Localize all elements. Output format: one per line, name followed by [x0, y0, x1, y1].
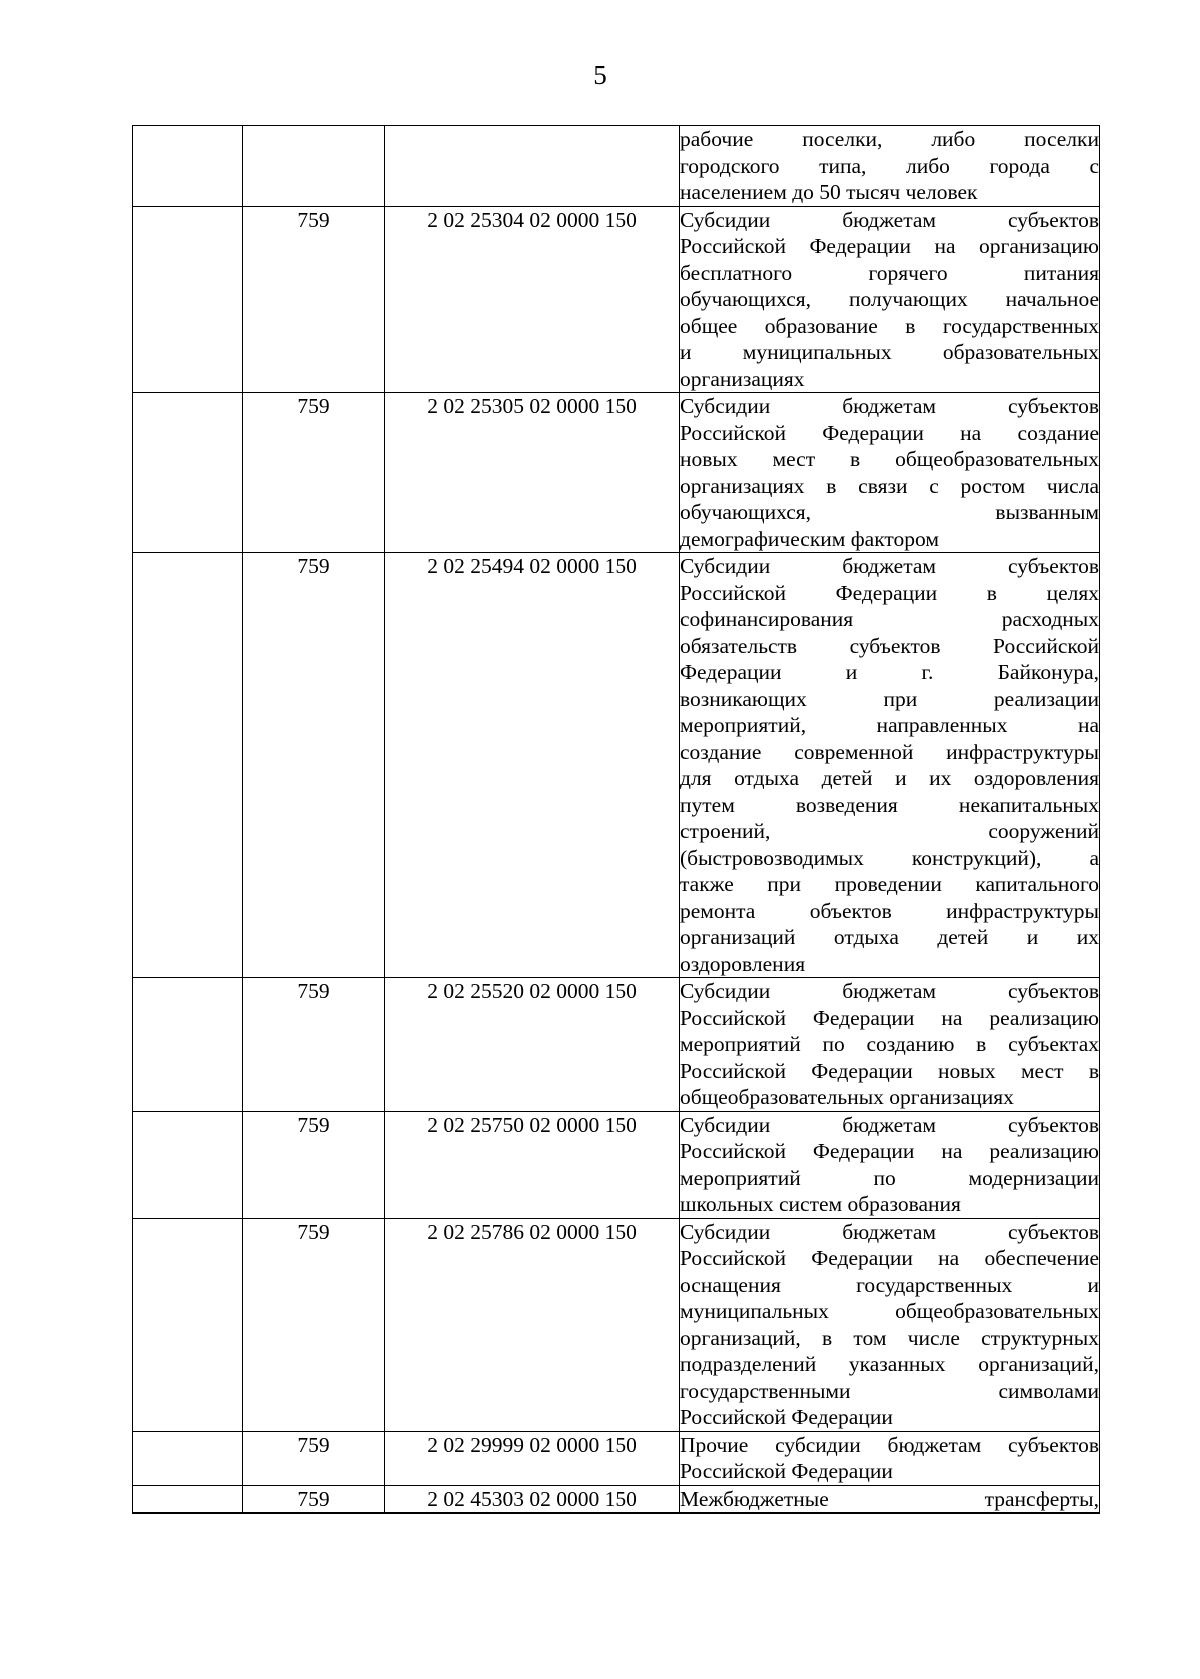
description-line: общее образование в государственных [680, 313, 1099, 338]
admin-code-cell: 759 [243, 393, 385, 553]
description-line: рабочие поселки, либо поселки [680, 127, 1099, 151]
description-line: подразделений указанных организаций, [680, 1352, 1099, 1376]
kbk-code-cell: 2 02 25750 02 0000 150 [385, 1111, 680, 1218]
description-line: новых мест в общеобразовательных [680, 447, 1099, 471]
description-line: населением до 50 тысяч человек [680, 180, 978, 204]
description-line: (быстровозводимых конструкций), а [680, 845, 1099, 870]
row-blank-cell [133, 978, 243, 1112]
description-line: Субсидии бюджетам субъектов [680, 1112, 1099, 1137]
description-line: организациях [680, 366, 805, 391]
description-cell [680, 553, 1100, 978]
table-row [133, 206, 1100, 393]
table-row [133, 1485, 1100, 1513]
description-cell [680, 126, 1100, 207]
row-blank-cell [133, 1218, 243, 1431]
description-cell [680, 393, 1100, 553]
table-body [133, 126, 1100, 1514]
kbk-code-cell: 2 02 25305 02 0000 150 [385, 393, 680, 553]
description-line: возникающих при реализации [680, 686, 1099, 711]
admin-code-cell: 759 [243, 553, 385, 978]
row-blank-cell [133, 1111, 243, 1218]
description-cell [680, 1111, 1100, 1218]
description-line: Российской Федерации в целях [680, 580, 1099, 605]
description-line: Межбюджетные трансферты, [680, 1486, 1099, 1511]
description-cell [680, 206, 1100, 393]
description-line: Российской Федерации на реализацию [680, 1139, 1099, 1163]
description-cell [680, 1485, 1100, 1513]
description-line: Субсидии бюджетам субъектов [680, 554, 1099, 578]
kbk-code-cell: 2 02 45303 02 0000 150 [385, 1485, 680, 1513]
description-line: Российской Федерации на реализацию [680, 1005, 1099, 1030]
kbk-code-cell: 2 02 25786 02 0000 150 [385, 1218, 680, 1431]
row-blank-cell [133, 1485, 243, 1513]
description-line: Российской Федерации на обеспечение [680, 1246, 1099, 1270]
table-row [133, 553, 1100, 978]
description-line: бесплатного горячего питания [680, 260, 1099, 285]
description-line: государственными символами [680, 1378, 1099, 1403]
table-row [133, 1431, 1100, 1485]
description-line: софинансирования расходных [680, 607, 1099, 631]
description-line: Федерации и г. Байконура, [680, 660, 1099, 684]
description-line: Российской Федерации на создание [680, 420, 1099, 445]
admin-code-cell: 759 [243, 1218, 385, 1431]
table-row [133, 1218, 1100, 1431]
description-line: демографическим фактором [680, 526, 939, 551]
description-line: создание современной инфраструктуры [680, 739, 1099, 764]
kbk-code-cell [385, 126, 680, 207]
row-blank-cell [133, 393, 243, 553]
kbk-code-cell: 2 02 25304 02 0000 150 [385, 206, 680, 393]
row-blank-cell [133, 126, 243, 207]
admin-code-cell: 759 [243, 206, 385, 393]
description-line: Субсидии бюджетам субъектов [680, 979, 1099, 1003]
description-line: для отдыха детей и их оздоровления [680, 766, 1099, 790]
description-line: Субсидии бюджетам субъектов [680, 394, 1099, 418]
table-row [133, 126, 1100, 207]
admin-code-cell: 759 [243, 978, 385, 1112]
admin-code-cell: 759 [243, 1485, 385, 1513]
description-line: общеобразовательных организациях [680, 1085, 1014, 1109]
kbk-code-cell: 2 02 25494 02 0000 150 [385, 553, 680, 978]
row-blank-cell [133, 553, 243, 978]
description-cell [680, 1218, 1100, 1431]
table-row [133, 393, 1100, 553]
description-line: обучающихся, получающих начальное [680, 287, 1099, 311]
description-line: организациях в связи с ростом числа [680, 473, 1099, 498]
description-line: Субсидии бюджетам субъектов [680, 1219, 1099, 1244]
description-line: мероприятий по модернизации [680, 1165, 1099, 1190]
description-line: организаций, в том числе структурных [680, 1325, 1099, 1350]
description-line: Субсидии бюджетам субъектов [680, 207, 1099, 232]
row-blank-cell [133, 206, 243, 393]
description-line: мероприятий, направленных на [680, 713, 1099, 737]
kbk-code-cell: 2 02 29999 02 0000 150 [385, 1431, 680, 1485]
admin-code-cell [243, 126, 385, 207]
description-line: организаций отдыха детей и их [680, 925, 1099, 949]
page-number: 5 [593, 60, 607, 90]
description-cell [680, 978, 1100, 1112]
description-line: Прочие субсидии бюджетам субъектов [680, 1432, 1099, 1457]
description-line: оснащения государственных и [680, 1272, 1099, 1297]
description-line: ремонта объектов инфраструктуры [680, 898, 1099, 923]
description-line: городского типа, либо города с [680, 153, 1099, 178]
description-line: обязательств субъектов Российской [680, 633, 1099, 658]
description-line: Российской Федерации [680, 1459, 893, 1483]
description-line: и муниципальных образовательных [680, 340, 1099, 364]
row-blank-cell [133, 1431, 243, 1485]
description-line: оздоровления [680, 951, 806, 976]
admin-code-cell: 759 [243, 1431, 385, 1485]
budget-codes-table [132, 125, 1100, 1514]
description-line: обучающихся, вызванным [680, 500, 1099, 524]
admin-code-cell: 759 [243, 1111, 385, 1218]
description-line: также при проведении капитального [680, 872, 1099, 896]
description-line: путем возведения некапитальных [680, 792, 1099, 817]
description-line: муниципальных общеобразовательных [680, 1299, 1099, 1323]
description-line: Российской Федерации новых мест в [680, 1058, 1099, 1083]
description-cell [680, 1431, 1100, 1485]
description-line: школьных систем образования [680, 1192, 961, 1216]
kbk-code-cell: 2 02 25520 02 0000 150 [385, 978, 680, 1112]
description-line: мероприятий по созданию в субъектах [680, 1032, 1099, 1056]
table-row [133, 978, 1100, 1112]
description-line: строений, сооружений [680, 819, 1099, 843]
description-line: Российской Федерации [680, 1405, 893, 1429]
table-row [133, 1111, 1100, 1218]
description-line: Российской Федерации на организацию [680, 234, 1099, 258]
